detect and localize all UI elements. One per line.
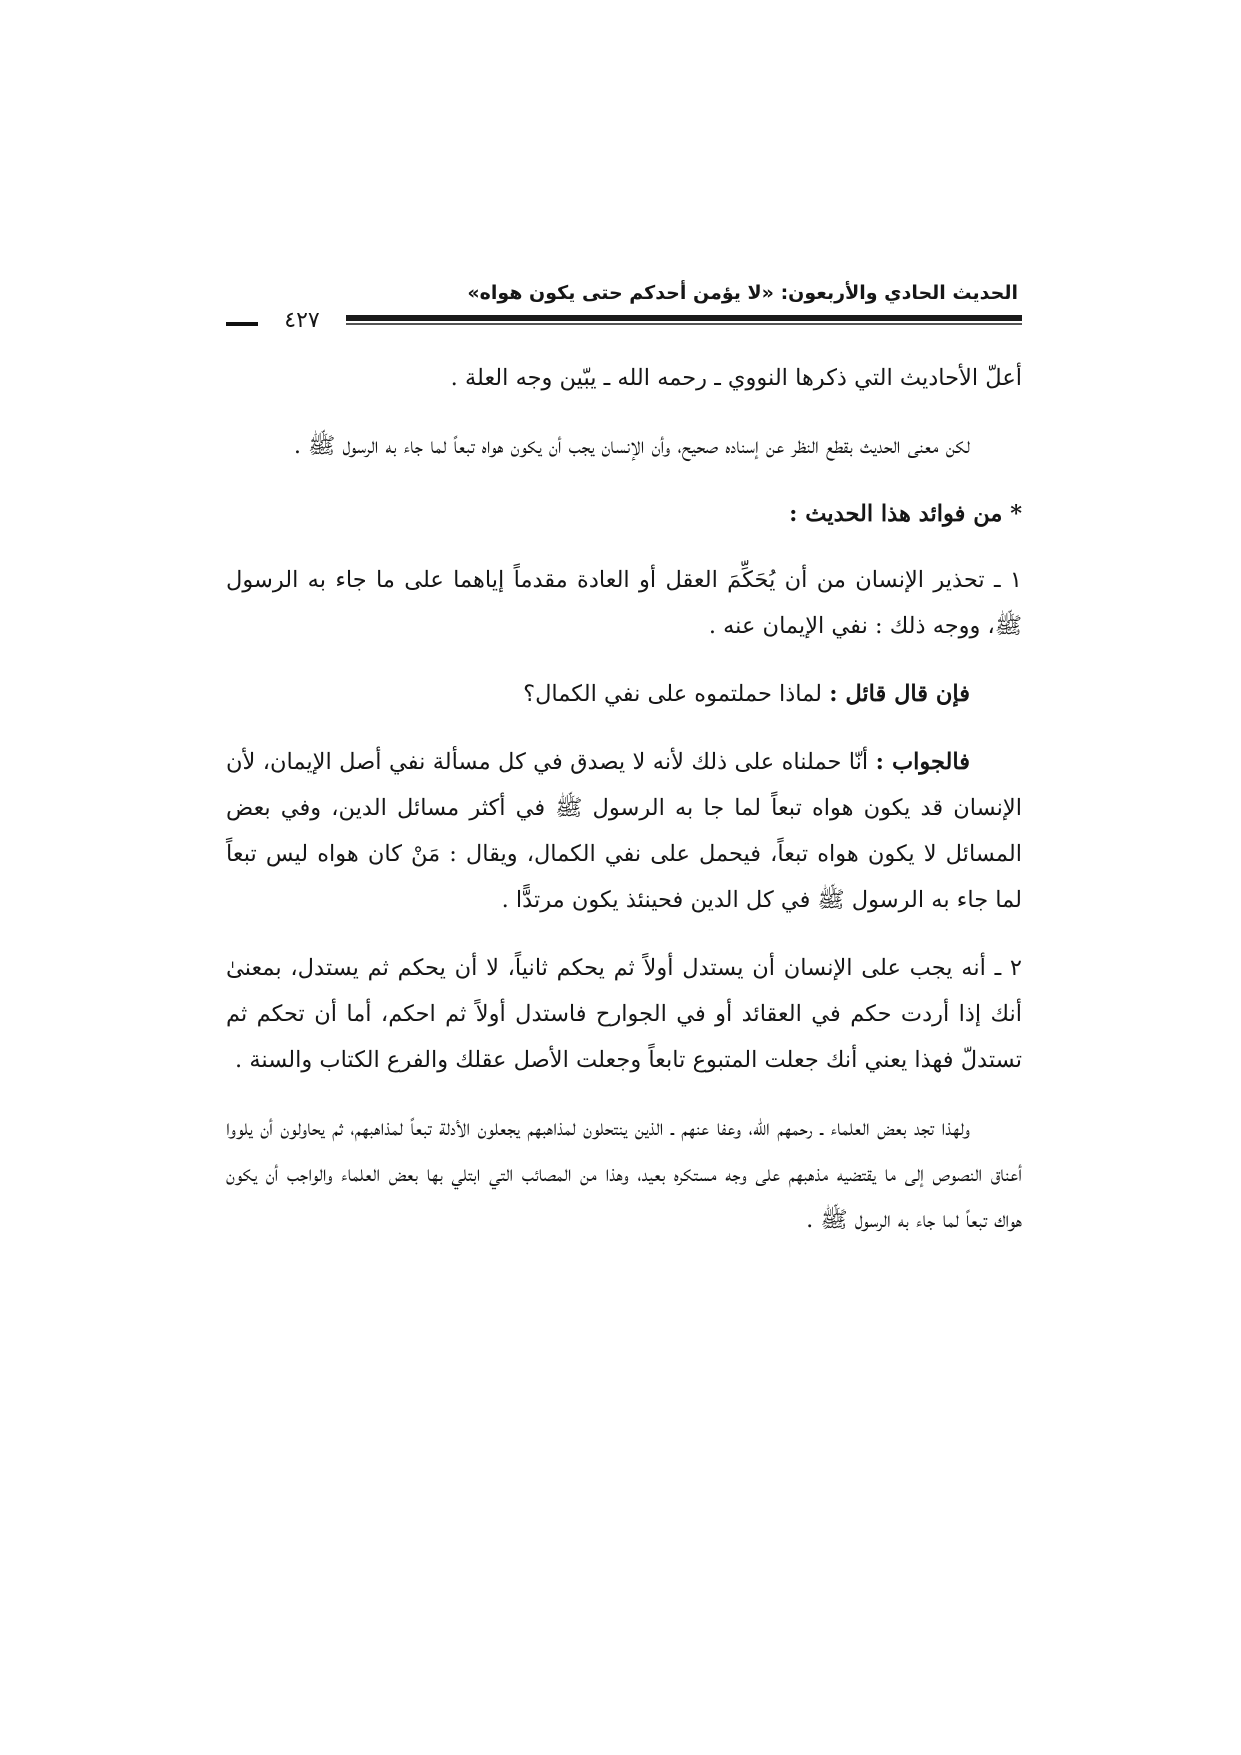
header-rule-short	[226, 322, 258, 326]
answer-lead: فالجواب :	[875, 749, 970, 775]
answer-text: أنّا حملناه على ذلك لأنه لا يصدق في كل مسألة نفي أصل الإيمان، لأن الإنسان قد يكون هواه تبعاً لما جا به الرسول ﷺ في أكثر مسائل الدين، وفي بعض المسائل لا يكون هواه تبعاً، فيحمل على نفي الكمال، ويقال : مَنْ كان هواه ليس تبعاً لما جاء به الرسول ﷺ في كل الدين فحينئذ يكون مرتدًّا .	[226, 749, 1022, 913]
paragraph-closing: ولهذا تجد بعض العلماء ـ رحمهم الله، وعفا عنهم ـ الذين ينتحلون لمذاهبهم يجعلون الأدلة تبعاً لمذاهبهم، ثم يحاولون أن يلووا أعناق النصوص إلى ما يقتضيه مذهبهم على وجه مستكره بعيد، وهذا من المصائب التي ابتلي بها بعض العلماء والواجب أن يكون هواك تبعاً لما جاء به الرسول ﷺ .	[226, 1115, 1022, 1233]
paragraph-question	[226, 671, 1022, 717]
paragraph-answer	[226, 739, 1022, 923]
running-header-title: الحديث الحادي والأربعون: «لا يؤمن أحدكم حتى يكون هواه»	[467, 282, 1018, 304]
header-rule-thin	[346, 323, 1022, 325]
paragraph-1: أعلّ الأحاديث التي ذكرها النووي ـ رحمه الله ـ يبّين وجه العلة .	[450, 365, 1022, 391]
paragraph-benefit-2: ٢ ـ أنه يجب على الإنسان أن يستدل أولاً ثم يحكم ثانياً، لا أن يحكم ثم يستدل، بمعنىٰ أنك إذا أردت حكم في العقائد أو في الجوارح فاستدل أولاً ثم احكم، أما أن تحكم ثم تستدلّ فهذا يعني أنك جعلت المتبوع تابعاً وجعلت الأصل عقلك والفرع الكتاب والسنة .	[226, 955, 1022, 1073]
paragraph-2: لكن معنى الحديث بقطع النظر عن إسناده صحيح، وأن الإنسان يجب أن يكون هواه تبعاً لما جاء به الرسول ﷺ .	[293, 433, 970, 459]
page-body	[226, 355, 1022, 1265]
header-rule	[346, 315, 1022, 321]
section-heading: * من فوائد هذا الحديث :	[789, 501, 1022, 527]
paragraph-benefit-1: ١ ـ تحذير الإنسان من أن يُحَكِّمَ العقل أو العادة مقدماً إياهما على ما جاء به الرسول ﷺ، ووجه ذلك : نفي الإيمان عنه .	[226, 567, 1022, 639]
question-text: لماذا حملتموه على نفي الكمال؟	[523, 681, 830, 707]
page-number: ٤٢٧	[284, 308, 320, 333]
question-lead: فإن قال قائل :	[829, 681, 970, 707]
